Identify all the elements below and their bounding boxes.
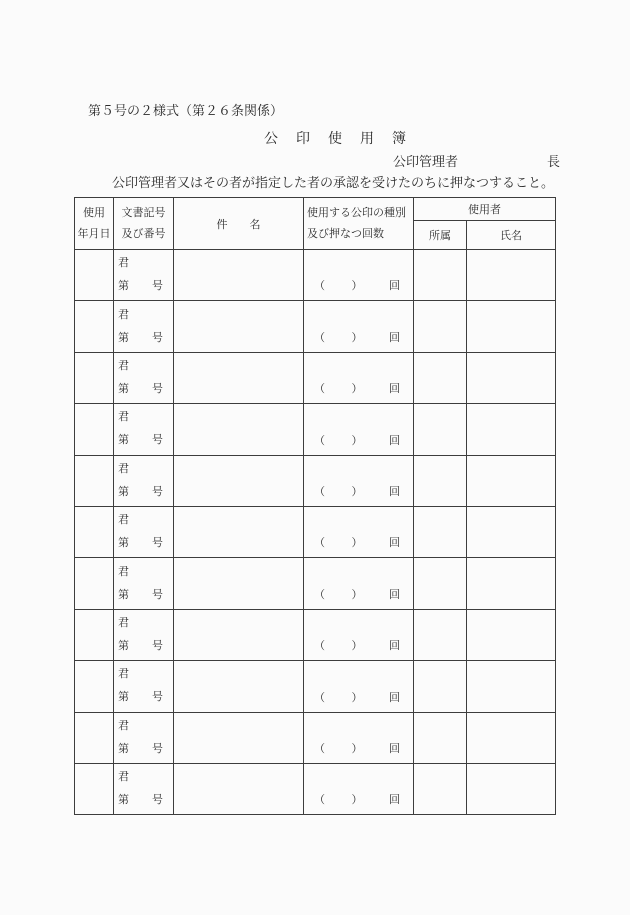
- document-title: 公 印 使 用 簿: [264, 132, 408, 147]
- subject-cell: [174, 763, 304, 814]
- header-doc-number-line2: 及び番号: [121, 227, 166, 240]
- count-close-paren: ）: [351, 742, 363, 755]
- doc-number-go: 号: [152, 588, 163, 601]
- usage-date-cell: [75, 506, 114, 557]
- doc-number-cell: [114, 250, 174, 301]
- register-row: [75, 301, 556, 352]
- seal-count-cell: [304, 404, 414, 455]
- count-unit: 回: [389, 691, 400, 704]
- usage-date-cell: [75, 712, 114, 763]
- seal-manager-line: [393, 151, 560, 170]
- name-cell: [467, 763, 556, 814]
- subject-cell: [174, 455, 304, 506]
- doc-number-cell: [114, 712, 174, 763]
- register-row: [75, 661, 556, 712]
- register-row: [75, 609, 556, 660]
- header-usage-date: [75, 198, 114, 250]
- count-unit: 回: [389, 485, 400, 498]
- header-affiliation-label: 所属: [429, 230, 451, 242]
- doc-prefix-text: 君: [118, 719, 129, 732]
- count-close-paren: ）: [351, 434, 363, 447]
- table-header: [75, 198, 556, 250]
- subject-cell: [174, 352, 304, 403]
- form-number-text: 第５号の２様式（第２６条関係）: [88, 103, 284, 118]
- seal-count-cell: [304, 506, 414, 557]
- doc-prefix-text: 君: [118, 565, 129, 578]
- affiliation-cell: [414, 455, 467, 506]
- name-cell: [467, 404, 556, 455]
- doc-number-dai: 第: [118, 742, 129, 755]
- count-unit: 回: [389, 280, 400, 293]
- doc-prefix-text: 君: [118, 616, 129, 629]
- doc-number-dai: 第: [118, 485, 129, 498]
- doc-number-go: 号: [152, 742, 163, 755]
- doc-number-cell: [114, 506, 174, 557]
- doc-number-dai: 第: [118, 691, 129, 704]
- seal-count-cell: [304, 609, 414, 660]
- count-close-paren: ）: [351, 485, 363, 498]
- header-subject: [174, 198, 304, 250]
- header-doc-number-line1: 文書記号: [121, 206, 166, 219]
- doc-number-go: 号: [152, 691, 163, 704]
- register-row: [75, 558, 556, 609]
- count-close-paren: ）: [351, 588, 363, 601]
- header-usage-date-line1: 使用: [83, 206, 105, 219]
- header-name-label: 氏名: [500, 230, 522, 242]
- count-open-paren: （: [314, 588, 325, 601]
- doc-number-go: 号: [152, 639, 163, 652]
- name-cell: [467, 609, 556, 660]
- header-affiliation: [414, 221, 467, 250]
- subject-cell: [174, 301, 304, 352]
- doc-prefix-text: 君: [118, 771, 129, 784]
- register-row: [75, 404, 556, 455]
- doc-number-dai: 第: [118, 794, 129, 807]
- doc-number-cell: [114, 558, 174, 609]
- seal-count-cell: [304, 712, 414, 763]
- header-user-group-label: 使用者: [468, 204, 501, 216]
- subject-cell: [174, 609, 304, 660]
- register-row: [75, 352, 556, 403]
- usage-date-cell: [75, 455, 114, 506]
- doc-number-go: 号: [152, 382, 163, 395]
- doc-number-cell: [114, 404, 174, 455]
- name-cell: [467, 661, 556, 712]
- count-close-paren: ）: [351, 640, 363, 653]
- count-close-paren: ）: [351, 691, 363, 704]
- register-row: [75, 712, 556, 763]
- doc-number-go: 号: [152, 794, 163, 807]
- affiliation-cell: [414, 712, 467, 763]
- affiliation-cell: [414, 558, 467, 609]
- seal-manager-label: 公印管理者: [393, 154, 459, 169]
- count-open-paren: （: [314, 537, 325, 550]
- usage-date-cell: [75, 763, 114, 814]
- doc-prefix-text: 君: [118, 668, 129, 681]
- header-name: [467, 221, 556, 250]
- count-close-paren: ）: [351, 794, 363, 807]
- seal-count-cell: [304, 763, 414, 814]
- header-seal-type-line1: 使用する公印の種別: [307, 206, 406, 219]
- name-cell: [467, 506, 556, 557]
- header-subject-label: 件 名: [216, 218, 261, 231]
- usage-date-cell: [75, 558, 114, 609]
- count-unit: 回: [389, 434, 400, 447]
- doc-prefix-text: 君: [118, 308, 129, 321]
- doc-number-cell: [114, 609, 174, 660]
- doc-prefix-text: 君: [118, 257, 129, 270]
- seal-count-cell: [304, 455, 414, 506]
- count-unit: 回: [389, 742, 400, 755]
- subject-cell: [174, 558, 304, 609]
- usage-date-cell: [75, 404, 114, 455]
- doc-number-go: 号: [152, 280, 163, 293]
- seal-count-cell: [304, 661, 414, 712]
- approval-instruction: 公印管理者又はその者が指定した者の承認を受けたのちに押なつすること。: [112, 175, 555, 190]
- doc-number-cell: [114, 763, 174, 814]
- count-close-paren: ）: [351, 537, 363, 550]
- seal-count-cell: [304, 250, 414, 301]
- count-unit: 回: [389, 537, 400, 550]
- count-unit: 回: [389, 794, 400, 807]
- doc-number-dai: 第: [118, 331, 129, 344]
- doc-number-go: 号: [152, 331, 163, 344]
- count-unit: 回: [389, 383, 400, 396]
- register-row: [75, 455, 556, 506]
- count-open-paren: （: [314, 640, 325, 653]
- count-close-paren: ）: [351, 331, 363, 344]
- doc-number-dai: 第: [118, 280, 129, 293]
- name-cell: [467, 250, 556, 301]
- count-open-paren: （: [314, 280, 325, 293]
- doc-prefix-text: 君: [118, 514, 129, 527]
- name-cell: [467, 301, 556, 352]
- subject-cell: [174, 404, 304, 455]
- affiliation-cell: [414, 352, 467, 403]
- count-open-paren: （: [314, 331, 325, 344]
- register-row: [75, 763, 556, 814]
- doc-number-cell: [114, 352, 174, 403]
- doc-prefix-text: 君: [118, 462, 129, 475]
- count-unit: 回: [389, 331, 400, 344]
- name-cell: [467, 558, 556, 609]
- header-user-group: [414, 198, 556, 221]
- doc-number-cell: [114, 661, 174, 712]
- doc-number-dai: 第: [118, 537, 129, 550]
- header-seal-type-line2: 及び押なつ回数: [307, 227, 384, 240]
- affiliation-cell: [414, 301, 467, 352]
- count-close-paren: ）: [351, 280, 363, 293]
- count-open-paren: （: [314, 794, 325, 807]
- count-unit: 回: [389, 588, 400, 601]
- name-cell: [467, 455, 556, 506]
- header-seal-type: [304, 198, 414, 250]
- doc-number-cell: [114, 301, 174, 352]
- count-open-paren: （: [314, 691, 325, 704]
- usage-date-cell: [75, 352, 114, 403]
- subject-cell: [174, 712, 304, 763]
- doc-number-go: 号: [152, 537, 163, 550]
- doc-number-dai: 第: [118, 382, 129, 395]
- count-open-paren: （: [314, 742, 325, 755]
- doc-number-go: 号: [152, 485, 163, 498]
- subject-cell: [174, 250, 304, 301]
- seal-count-cell: [304, 558, 414, 609]
- affiliation-cell: [414, 661, 467, 712]
- seal-count-cell: [304, 352, 414, 403]
- count-open-paren: （: [314, 383, 325, 396]
- seal-manager-suffix: 長: [546, 154, 560, 169]
- usage-date-cell: [75, 301, 114, 352]
- usage-date-cell: [75, 250, 114, 301]
- doc-number-go: 号: [152, 434, 163, 447]
- affiliation-cell: [414, 250, 467, 301]
- count-unit: 回: [389, 640, 400, 653]
- seal-usage-table: [74, 197, 556, 815]
- count-close-paren: ）: [351, 383, 363, 396]
- name-cell: [467, 712, 556, 763]
- register-row: [75, 506, 556, 557]
- affiliation-cell: [414, 506, 467, 557]
- usage-date-cell: [75, 661, 114, 712]
- doc-number-dai: 第: [118, 588, 129, 601]
- register-row: [75, 250, 556, 301]
- subject-cell: [174, 661, 304, 712]
- doc-prefix-text: 君: [118, 411, 129, 424]
- header-usage-date-line2: 年月日: [77, 227, 111, 240]
- subject-cell: [174, 506, 304, 557]
- doc-prefix-text: 君: [118, 359, 129, 372]
- count-open-paren: （: [314, 485, 325, 498]
- header-doc-number: [114, 198, 174, 250]
- usage-date-cell: [75, 609, 114, 660]
- doc-number-dai: 第: [118, 639, 129, 652]
- affiliation-cell: [414, 404, 467, 455]
- affiliation-cell: [414, 763, 467, 814]
- doc-number-cell: [114, 455, 174, 506]
- doc-number-dai: 第: [118, 434, 129, 447]
- name-cell: [467, 352, 556, 403]
- count-open-paren: （: [314, 434, 325, 447]
- seal-count-cell: [304, 301, 414, 352]
- affiliation-cell: [414, 609, 467, 660]
- register-table-body: [75, 250, 556, 815]
